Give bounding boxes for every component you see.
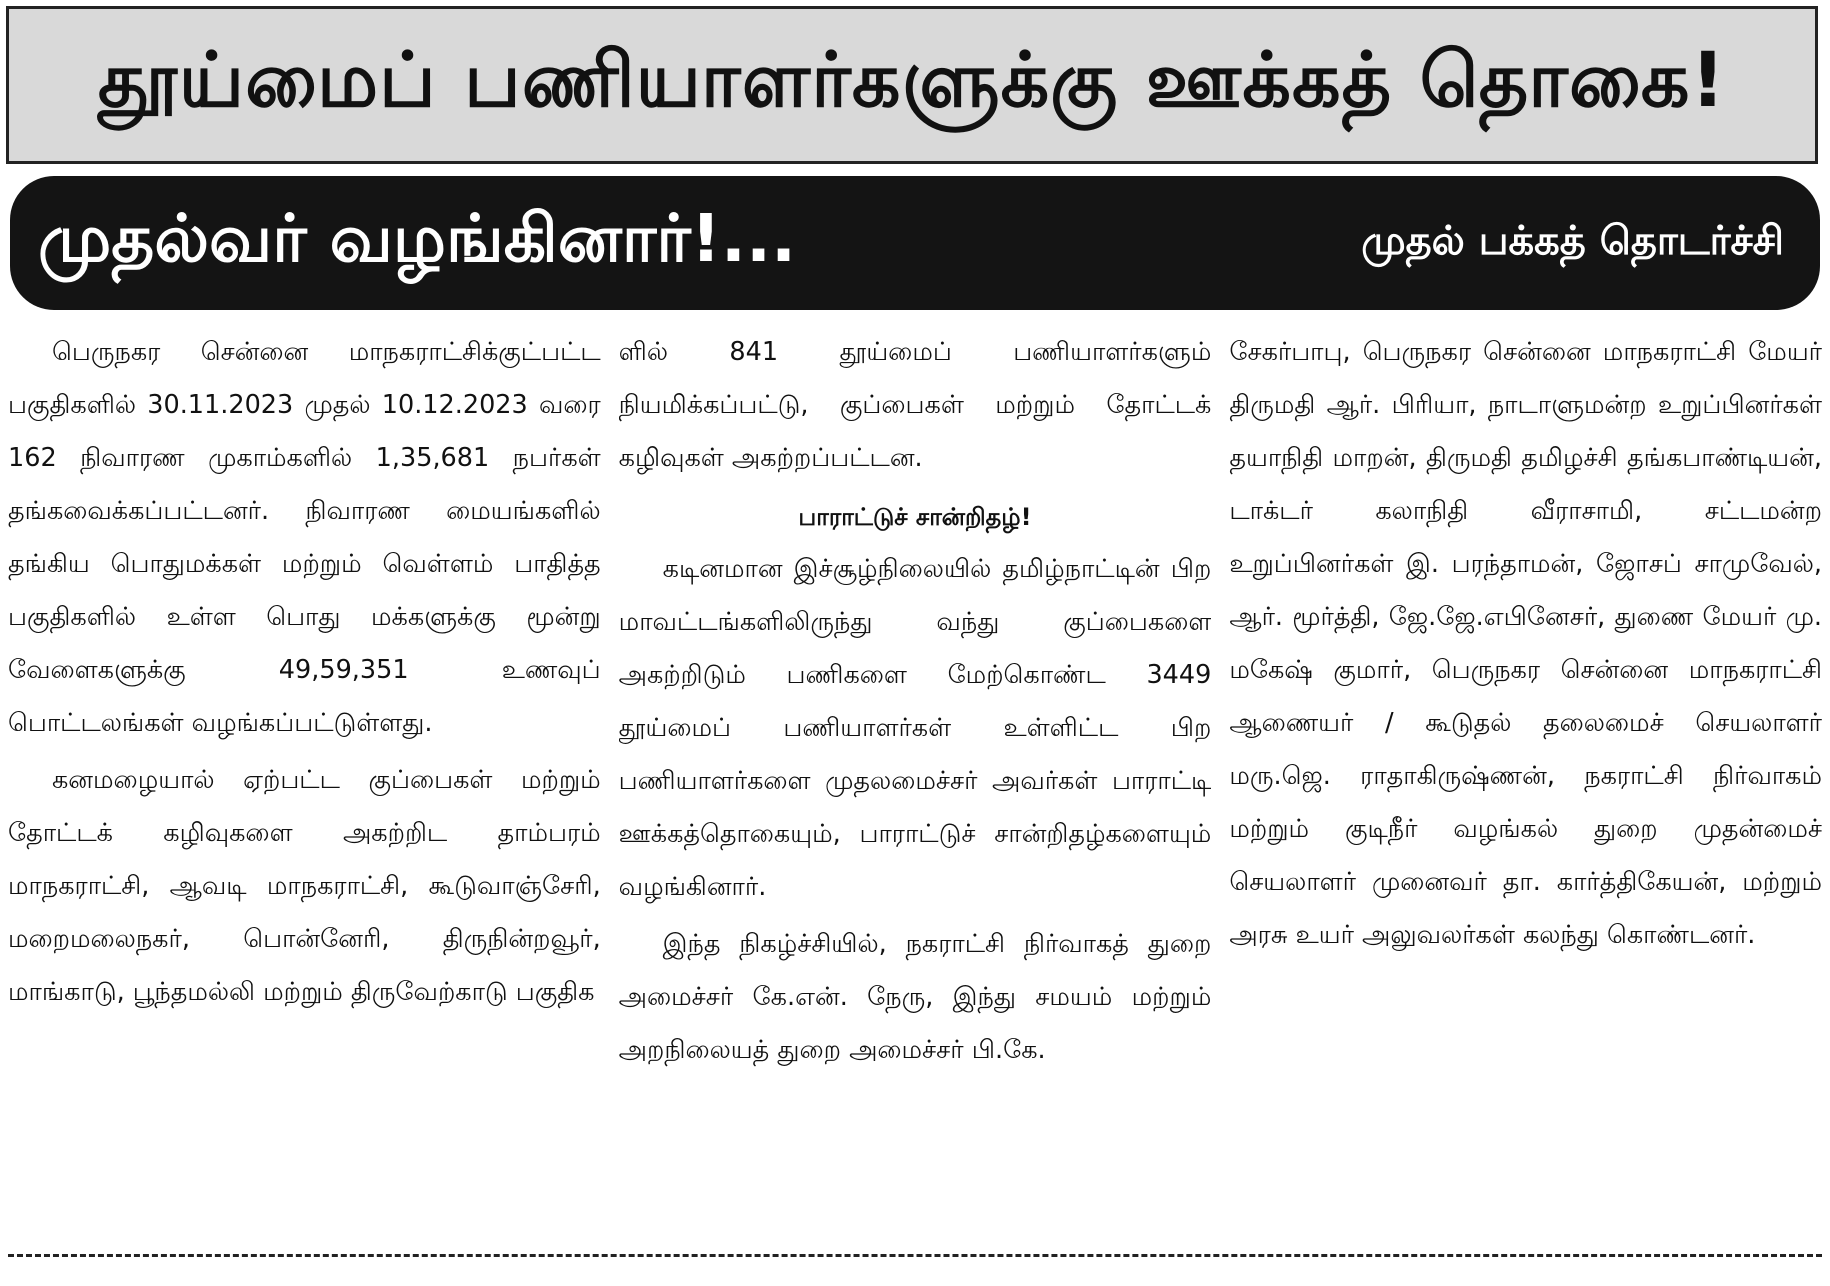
paragraph: பெருநகர சென்னை மாநகராட்சிக்குட்பட்ட பகுதிகளில் 30.11.2023 முதல் 10.12.2023 வரை 162 நிவாரண முகாம்களில் 1,35,681 நபர்கள் தங்கவைக்கப்பட்டனர். நிவாரண மையங்களில் தங்கிய பொதுமக்கள் மற்றும் வெள்ளம் பாதித்த பகுதிகளில் உள்ள பொது மக்களுக்கு மூன்று வேளைகளுக்கு 49,59,351 உணவுப் பொட்டலங்கள் வழங்கப்பட்டுள்ளது.: [8, 337, 601, 738]
headline: தூய்மைப் பணியாளர்களுக்கு ஊக்கத் தொகை!: [97, 35, 1727, 124]
paragraph: கனமழையால் ஏற்பட்ட குப்பைகள் மற்றும் தோட்டக் கழிவுகளை அகற்றிட தாம்பரம் மாநகராட்சி, ஆவடி மாநகராட்சி, கூடுவாஞ்சேரி, மறைமலைநகர், பொன்னேரி, திருநின்றவூர், மாங்காடு, பூந்தமல்லி மற்றும் திருவேற்காடு பகுதிக: [8, 765, 601, 1007]
continuation-note: முதல் பக்கத் தொடர்ச்சி: [1361, 217, 1784, 264]
article-column-3: [1229, 326, 1822, 1236]
dashed-divider: [8, 1254, 1822, 1257]
article-column-2: [619, 326, 1212, 1236]
subhead-bar: [10, 176, 1820, 310]
paragraph: இந்த நிகழ்ச்சியில், நகராட்சி நிர்வாகத் துறை அமைச்சர் கே.என். நேரு, இந்து சமயம் மற்றும் அறநிலையத் துறை அமைச்சர் பி.கே.: [618, 929, 1212, 1065]
paragraph: ளில் 841 தூய்மைப் பணியாளர்களும் நியமிக்கப்பட்டு, குப்பைகள் மற்றும் தோட்டக் கழிவுகள் அகற்றப்பட்டன.: [618, 337, 1212, 473]
paragraph: கடினமான இச்சூழ்நிலையில் தமிழ்நாட்டின் பிற மாவட்டங்களிலிருந்து வந்து குப்பைகளை அகற்றிடும் பணிகளை மேற்கொண்ட 3449 தூய்மைப் பணியாளர்கள் உள்ளிட்ட பிற பணியாளர்களை முதலமைச்சர் அவர்கள் பாராட்டி ஊக்கத்தொகையும், பாராட்டுச் சான்றிதழ்களையும் வழங்கினார்.: [618, 554, 1212, 902]
headline-banner: [6, 6, 1818, 164]
subhead-main: முதல்வர் வழங்கினார்!...: [38, 200, 797, 277]
section-subheading: பாராட்டுச் சான்றிதழ்!: [798, 503, 1032, 531]
article-column-1: [8, 326, 601, 1236]
paragraph: சேகர்பாபு, பெருநகர சென்னை மாநகராட்சி மேயர் திருமதி ஆர். பிரியா, நாடாளுமன்ற உறுப்பினர்கள் தயாநிதி மாறன், திருமதி தமிழச்சி தங்கபாண்டியன், டாக்டர் கலாநிதி வீராசாமி, சட்டமன்ற உறுப்பினர்கள் இ. பரந்தாமன், ஜோசப் சாமுவேல், ஆர். மூர்த்தி, ஜே.ஜே.எபினேசர், துணை மேயர் மு. மகேஷ் குமார், பெருநகர சென்னை மாநகராட்சி ஆணையர் / கூடுதல் தலைமைச் செயலாளர் மரு.ஜெ. ராதாகிருஷ்ணன், நகராட்சி நிர்வாகம் மற்றும் குடிநீர் வழங்கல் துறை முதன்மைச் செயலாளர் முனைவர் தா. கார்த்திகேயன், மற்றும் அரசு உயர் அலுவலர்கள் கலந்து கொண்டனர்.: [1229, 337, 1823, 950]
article-body: [8, 326, 1822, 1236]
